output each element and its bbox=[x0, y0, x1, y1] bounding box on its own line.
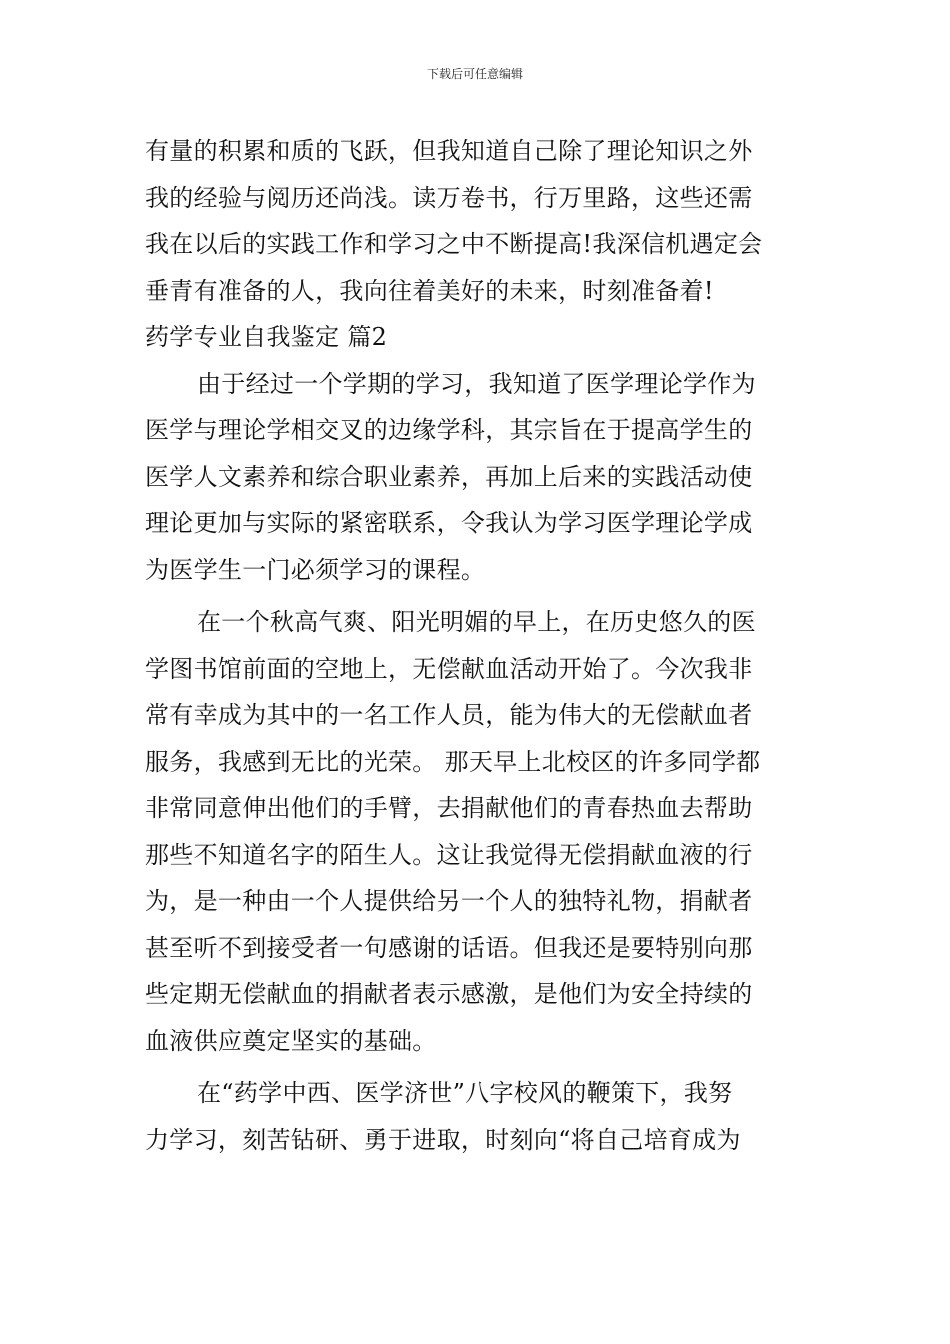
text-line: 有量的积累和质的飞跃，但我知道自己除了理论知识之外 bbox=[145, 137, 753, 165]
text-line: 我的经验与阅历还尚浅。读万卷书，行万里路，这些还需 bbox=[145, 183, 753, 212]
continued-paragraph bbox=[145, 128, 805, 314]
text-line: 些定期无偿献血的捐献者表示感激，是他们为安全持续的 bbox=[145, 980, 753, 1008]
text-line: 为医学生一门必须学习的课程。 bbox=[145, 555, 486, 584]
text-line: 在“药学中西、医学济世”八字校风的鞭策下，我努 bbox=[197, 1079, 733, 1107]
text-line: 垂青有准备的人，我向往着美好的未来，时刻准备着! bbox=[145, 276, 714, 305]
text-line: 医学人文素养和综合职业素养，再加上后来的实践活动使 bbox=[145, 462, 753, 491]
text-line: 我在以后的实践工作和学习之中不断提高!我深信机遇定会 bbox=[145, 230, 763, 258]
text-line: 非常同意伸出他们的手臂，去捐献他们的青春热血去帮助 bbox=[145, 794, 753, 822]
section-heading: 药学专业自我鉴定 篇2 bbox=[145, 323, 388, 351]
text-line: 理论更加与实际的紧密联系，令我认为学习医学理论学成 bbox=[145, 509, 753, 537]
text-line: 力学习，刻苦钻研、勇于进取，时刻向“将自己培育成为 bbox=[145, 1125, 741, 1154]
paragraph-1 bbox=[145, 361, 805, 594]
text-line: 由于经过一个学期的学习，我知道了医学理论学作为 bbox=[197, 369, 756, 398]
text-line: 常有幸成为其中的一名工作人员，能为伟大的无偿献血者 bbox=[145, 701, 753, 729]
text-line: 为，是一种由一个人提供给另一个人的独特礼物，捐献者 bbox=[145, 887, 753, 915]
text-line: 学图书馆前面的空地上，无偿献血活动开始了。今次我非 bbox=[145, 654, 753, 683]
text-line: 医学与理论学相交叉的边缘学科，其宗旨在于提高学生的 bbox=[145, 416, 753, 444]
text-line: 甚至听不到接受者一句感谢的话语。但我还是要特别向那 bbox=[145, 933, 753, 962]
page-header-note: 下载后可任意编辑 bbox=[426, 67, 523, 81]
text-line: 那些不知道名字的陌生人。这让我觉得无偿捐献血液的行 bbox=[145, 840, 753, 869]
text-line: 在一个秋高气爽、阳光明媚的早上，在历史悠久的医 bbox=[197, 608, 756, 636]
text-line: 血液供应奠定坚实的基础。 bbox=[145, 1026, 437, 1055]
document-body bbox=[145, 128, 805, 1163]
text-line: 服务，我感到无比的光荣。 那天早上北校区的许多同学都 bbox=[145, 747, 761, 776]
paragraph-3 bbox=[145, 1070, 805, 1163]
paragraph-2 bbox=[145, 599, 805, 1064]
